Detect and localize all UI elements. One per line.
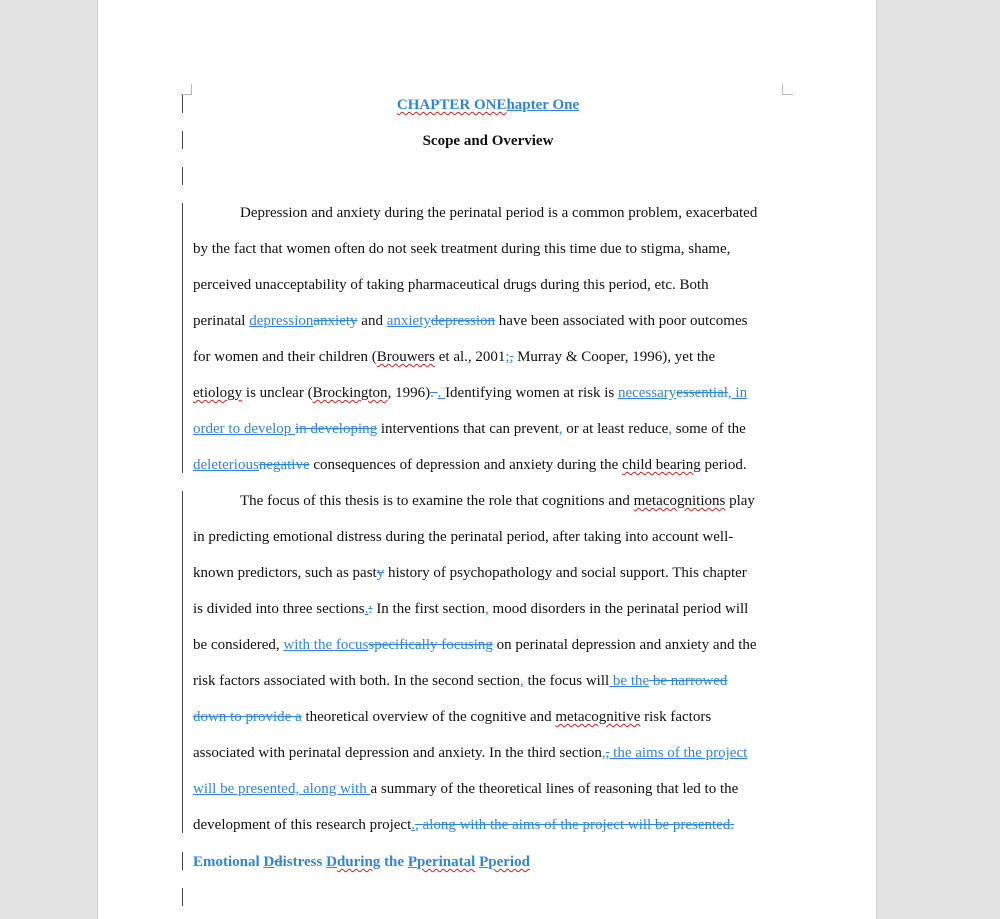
text-run: Murray & Cooper, 1996), yet the: [513, 349, 716, 365]
text-run: on perinatal depression and anxiety and the: [492, 637, 757, 653]
margin-corner-top-right: [782, 84, 793, 95]
spelling-flag: metacognitions: [633, 493, 726, 509]
change-bar: [182, 491, 183, 833]
tracked-deletion: ,: [605, 745, 610, 761]
text-run: In the first section: [372, 601, 486, 617]
text-line: [193, 635, 793, 655]
text-run: some of the: [672, 421, 746, 437]
text-run: perinatal: [193, 313, 250, 329]
change-bar: [182, 888, 183, 906]
text-line: [193, 815, 793, 835]
margin-corner-top-left: [181, 84, 192, 95]
text-run: a summary of the theoretical lines of reasoning that led to the: [370, 781, 739, 797]
spelling-flag: perinatal: [416, 854, 476, 870]
spelling-flag: period: [488, 854, 530, 870]
tracked-insertion: the aims of the project: [609, 745, 748, 761]
text-run: play: [725, 493, 755, 509]
text-run: , 1996): [387, 385, 431, 401]
tracked-deletion: d: [274, 854, 283, 870]
text-line: [193, 203, 793, 223]
text-line: [193, 455, 793, 475]
tracked-insertion: ,: [558, 421, 563, 437]
tracked-insertion: ;: [505, 349, 510, 365]
tracked-insertion: depression: [249, 313, 314, 329]
tracked-deletion: essential: [676, 385, 728, 401]
tracked-deletion: be narrowed: [649, 673, 728, 689]
text-run: the focus will: [523, 673, 610, 689]
text-line: [193, 707, 793, 727]
text-line: [193, 419, 793, 439]
tracked-deletion: in developing: [295, 421, 378, 437]
tracked-insertion: ,: [520, 673, 524, 689]
tracked-insertion: .: [437, 385, 446, 401]
text-line: [193, 383, 793, 403]
tracked-insertion: be the: [609, 673, 650, 689]
tracked-deletion: negative: [258, 457, 310, 473]
text-line: [193, 275, 793, 295]
tracked-insertion: anxiety: [386, 313, 431, 329]
tracked-insertion: .: [411, 817, 415, 833]
change-bar: [182, 131, 183, 149]
tracked-insertion: P: [479, 854, 489, 870]
text-run: known predictors, such as past: [193, 565, 377, 581]
tracked-insertion: D: [326, 854, 337, 870]
tracked-insertion: order to develop: [193, 421, 296, 437]
text-run: perceived unacceptability of taking pharmaceutical drugs during this period, etc. Both: [193, 277, 709, 293]
tracked-insertion: ,: [668, 421, 673, 437]
text-run: the: [380, 854, 408, 870]
tracked-deletion: .: [430, 385, 438, 401]
text-line: [193, 599, 793, 619]
spelling-flag: metacognitive: [555, 709, 641, 725]
text-line: [193, 311, 793, 331]
spelling-flag: etiology: [193, 385, 243, 401]
text-run: interventions that can prevent: [377, 421, 559, 437]
change-bar: [182, 167, 183, 185]
text-run: theoretical overview of the cognitive and: [301, 709, 556, 725]
tracked-insertion: with the focus: [283, 637, 369, 653]
tracked-deletion: specifically focusing: [368, 637, 493, 653]
chapter-heading-deleted: CHAPTER ONE: [396, 97, 507, 113]
text-run: Depression and anxiety during the perinatal period is a common problem, exacerbated: [240, 205, 758, 221]
text-line: [193, 347, 793, 367]
text-line: [193, 491, 793, 511]
text-run: be considered,: [193, 637, 284, 653]
spelling-flag: during: [336, 854, 381, 870]
tracked-insertion: will be presented, along with: [193, 781, 371, 797]
tracked-insertion: .: [364, 601, 369, 617]
text-line: [193, 743, 793, 763]
spelling-flag: child bearing: [622, 457, 701, 473]
tracked-deletion: anxiety: [313, 313, 358, 329]
text-run: istress: [282, 854, 327, 870]
text-line: [193, 563, 793, 583]
text-line: [193, 239, 793, 259]
text-run: risk factors: [640, 709, 712, 725]
text-run: period.: [700, 457, 747, 473]
text-run: development of this research project: [193, 817, 412, 833]
text-run: is unclear (: [242, 385, 313, 401]
tracked-deletion: ,: [509, 349, 514, 365]
tracked-insertion: , in: [727, 385, 748, 401]
text-run: in predicting emotional distress during the perinatal period, after taking into account well-: [193, 529, 734, 545]
text-run: risk factors associated with both. In the second section: [193, 673, 520, 689]
text-run: consequences of depression and anxiety during the: [309, 457, 623, 473]
text-run: is divided into three sections: [193, 601, 365, 617]
text-run: Emotional: [193, 854, 264, 870]
tracked-deletion: , along with the aims of the project will be presented.: [415, 817, 735, 833]
tracked-deletion: y: [376, 565, 385, 581]
chapter-heading: [193, 95, 783, 115]
text-run: The focus of this thesis is to examine the role that cognitions and: [240, 493, 634, 509]
text-run: for women and their children (: [193, 349, 377, 365]
section-subtitle: Scope and Overview: [422, 133, 554, 149]
tracked-insertion: D: [263, 854, 275, 870]
change-bar: [182, 852, 183, 870]
text-line: [193, 671, 793, 691]
tracked-deletion: down to provide a: [193, 709, 302, 725]
text-line: [193, 779, 793, 799]
change-bar: [182, 95, 183, 113]
text-run: associated with perinatal depression and anxiety. In the third section: [193, 745, 602, 761]
text-run: have been associated with poor outcomes: [495, 313, 748, 329]
tracked-deletion: depression: [430, 313, 496, 329]
tracked-insertion: ,: [485, 601, 489, 617]
text-run: history of psychopathology and social support. This chapter: [384, 565, 747, 581]
section-heading: [193, 852, 793, 872]
text-run: by the fact that women often do not seek treatment during this time due to stigma, shame,: [193, 241, 731, 257]
chapter-heading-inserted: hapter One: [506, 97, 580, 113]
text-run: mood disorders in the perinatal period will: [488, 601, 749, 617]
tracked-insertion: ,: [601, 745, 606, 761]
text-run: or at least reduce: [562, 421, 669, 437]
tracked-insertion: P: [407, 854, 417, 870]
tracked-insertion: necessary: [617, 385, 677, 401]
text-run: et al., 2001: [435, 349, 506, 365]
text-line: [193, 527, 793, 547]
tracked-insertion: deleterious: [193, 457, 259, 473]
document-page[interactable]: [97, 0, 877, 919]
text-run: and: [357, 313, 387, 329]
text-run: Identifying women at risk is: [445, 385, 618, 401]
spelling-flag: Brockington: [312, 385, 388, 401]
change-bar: [182, 203, 183, 473]
spelling-flag: Brouwers: [376, 349, 436, 365]
tracked-deletion: :: [368, 601, 373, 617]
